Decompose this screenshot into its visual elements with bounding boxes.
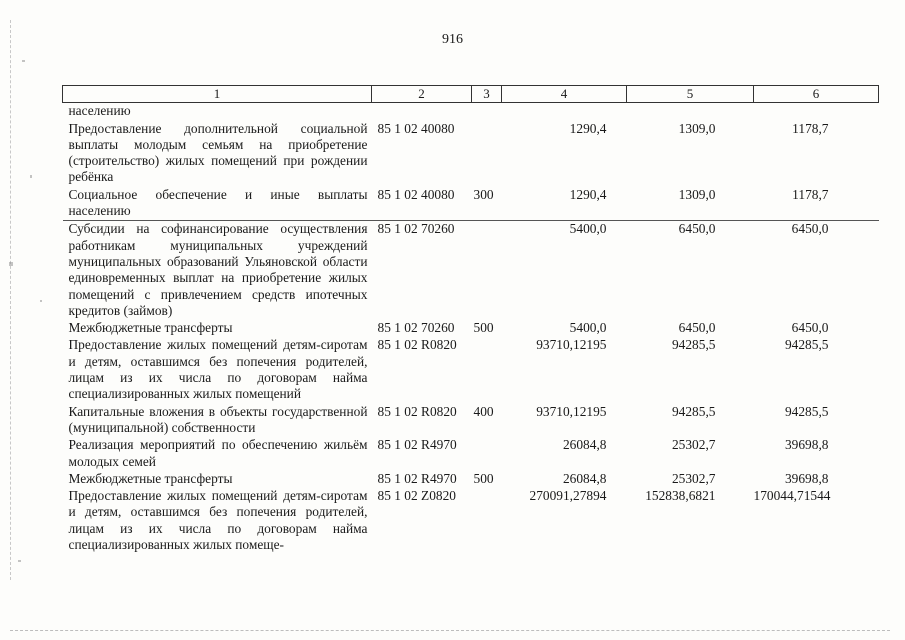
row-code: 85 1 02 R4970 [377, 437, 457, 453]
row-type: 500 [473, 320, 494, 336]
table-row [63, 221, 879, 320]
row-code: 85 1 02 Z0820 [377, 488, 456, 504]
table-row [63, 471, 879, 488]
row-value-4: 1290,4 [569, 120, 607, 136]
row-code: 85 1 02 R4970 [377, 470, 457, 486]
row-value-6: 170044,71544 [753, 488, 831, 504]
row-code: 85 1 02 R0820 [377, 403, 457, 419]
table-row [63, 437, 879, 471]
row-value-4: 26084,8 [562, 470, 607, 486]
row-name: Предоставление жилых помещений детям-сиротам и детям, оставшимся без попечения родителей, лицам из их числа по договорам найма специализированных жилых помеще- [68, 488, 368, 553]
row-value-5: 152838,6821 [645, 488, 716, 504]
table-row [63, 404, 879, 438]
row-code: 85 1 02 40080 [372, 187, 472, 221]
row-value-4: 26084,8 [562, 437, 607, 453]
row-code: 85 1 02 70260 [377, 221, 455, 237]
row-value-6 [754, 103, 879, 121]
scan-speck [9, 262, 13, 266]
row-type: 300 [472, 187, 502, 221]
header-col-3: 3 [472, 86, 502, 103]
header-row [63, 86, 879, 103]
table-row [63, 121, 879, 187]
row-name: Межбюджетные трансферты [68, 320, 233, 336]
scan-speck [30, 175, 32, 178]
header-col-1: 1 [63, 86, 372, 103]
row-value-5: 6450,0 [678, 221, 716, 237]
row-type [472, 221, 502, 320]
row-value-5: 1309,0 [678, 120, 716, 136]
table-row [63, 337, 879, 403]
row-type [472, 437, 502, 471]
row-value-5 [627, 103, 754, 121]
budget-table [62, 85, 879, 554]
row-value-5: 6450,0 [678, 320, 716, 336]
scan-edge-artifact [10, 20, 13, 580]
row-type [472, 103, 502, 121]
row-name: Предоставление жилых помещений детям-сиротам и детям, оставшимся без попечения родителей, лицам из их числа по договорам найма специализированных жилых помещений [68, 337, 368, 402]
row-value-4: 93710,12195 [536, 403, 607, 419]
row-value-4: 5400,0 [569, 221, 607, 237]
row-type [472, 121, 502, 187]
scan-bottom-edge [10, 630, 890, 631]
row-value-4: 270091,27894 [529, 488, 607, 504]
row-value-4: 1290,4 [502, 187, 627, 221]
header-col-6: 6 [754, 86, 879, 103]
row-value-6: 6450,0 [791, 320, 829, 336]
header-col-2: 2 [372, 86, 472, 103]
row-name: Реализация мероприятий по обеспечению жильём молодых семей [68, 437, 368, 469]
row-value-4: 5400,0 [569, 320, 607, 336]
table-row [63, 320, 879, 337]
row-value-6: 6450,0 [791, 221, 829, 237]
row-name: Капитальные вложения в объекты государственной (муниципальной) собственности [68, 403, 368, 435]
row-type [472, 337, 502, 403]
row-value-6: 1178,7 [754, 187, 879, 221]
table-row [63, 488, 879, 554]
row-name: Социальное обеспечение и иные выплаты населению [63, 187, 372, 221]
scan-speck [22, 60, 25, 62]
row-value-5: 1309,0 [627, 187, 754, 221]
row-type: 500 [473, 470, 494, 486]
row-value-6: 39698,8 [784, 437, 829, 453]
row-name: Межбюджетные трансферты [68, 470, 233, 486]
table-header [63, 86, 879, 103]
row-value-4 [502, 103, 627, 121]
table-row [63, 187, 879, 221]
row-code: 85 1 02 70260 [377, 320, 455, 336]
row-name: населению [68, 103, 131, 119]
scan-speck [18, 560, 21, 562]
row-code: 85 1 02 40080 [377, 120, 455, 136]
row-code: 85 1 02 R0820 [377, 337, 457, 353]
row-value-5: 25302,7 [671, 437, 716, 453]
header-col-5: 5 [627, 86, 754, 103]
row-value-6: 1178,7 [792, 120, 829, 136]
table-body [63, 103, 879, 555]
row-value-6: 94285,5 [784, 403, 829, 419]
row-value-5: 25302,7 [671, 470, 716, 486]
row-code [372, 103, 472, 121]
table-row [63, 103, 879, 121]
header-col-4: 4 [502, 86, 627, 103]
row-value-6: 39698,8 [784, 470, 829, 486]
page-number: 916 [442, 32, 463, 47]
row-value-4: 93710,12195 [536, 337, 607, 353]
row-name: Предоставление дополнительной социальной выплаты молодым семьям на приобретение (строительство) жилых помещений при рождении ребёнка [68, 120, 368, 185]
row-type [472, 488, 502, 554]
row-value-5: 94285,5 [671, 337, 716, 353]
row-name: Субсидии на софинансирование осуществления работникам муниципальных учреждений муниципальных образований Ульяновской области единовременных выплат на приобретение жилых помещений с привлечением средств ипотечных кредитов (займов) [68, 221, 368, 318]
row-value-6: 94285,5 [784, 337, 829, 353]
row-type: 400 [473, 403, 494, 419]
row-value-5: 94285,5 [671, 403, 716, 419]
scan-speck [40, 300, 42, 302]
